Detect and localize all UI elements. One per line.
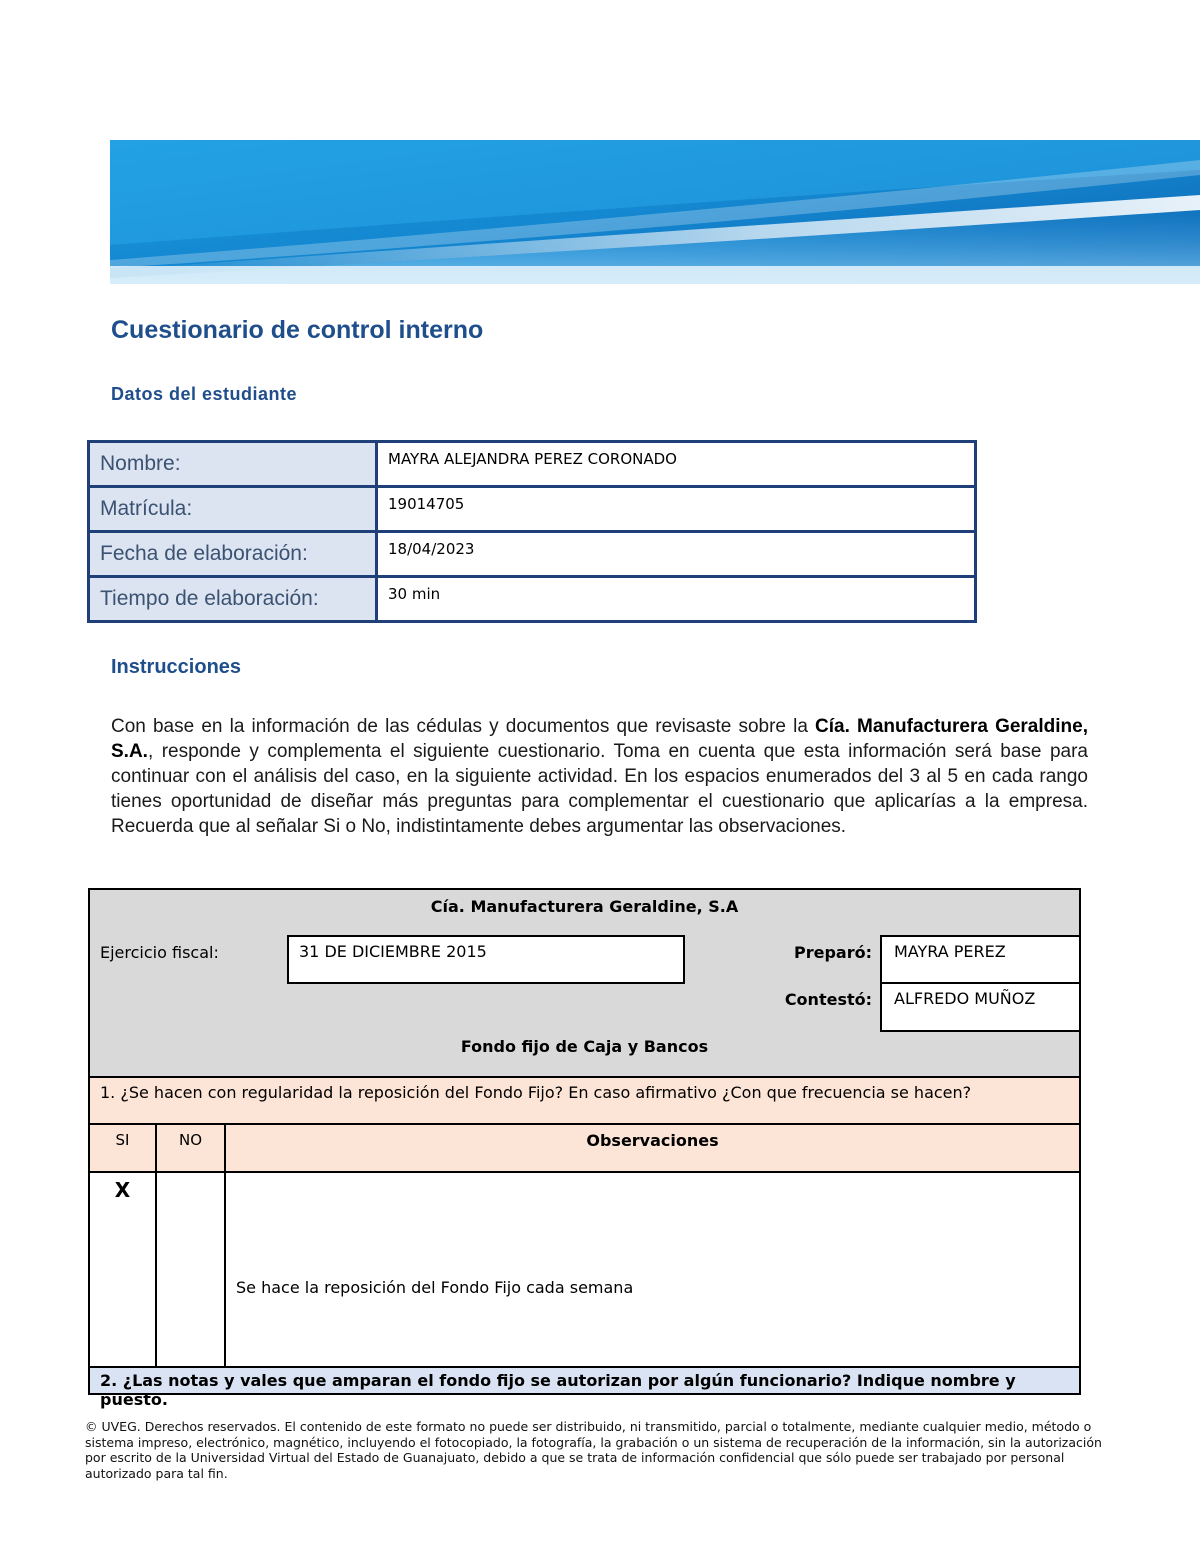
section-heading-instructions: Instrucciones [111, 656, 242, 678]
fiscal-year-value: 31 DE DICIEMBRE 2015 [299, 942, 487, 961]
company-heading: Cía. Manufacturera Geraldine, S.A [430, 897, 739, 916]
col-si-header: SI [115, 1131, 130, 1149]
student-row-date [89, 532, 976, 577]
answer-no-cell[interactable] [157, 1173, 224, 1366]
time-label: Tiempo de elaboración: [89, 577, 377, 622]
fiscal-year-field[interactable] [287, 935, 685, 984]
questionnaire-table [88, 888, 1081, 1409]
name-value[interactable]: MAYRA ALEJANDRA PEREZ CORONADO [377, 442, 976, 487]
column-divider [224, 1123, 226, 1368]
question-2: 2. ¿Las notas y vales que amparan el fondo fijo se autorizan por algún funcionario? Indique nombre y puesto. [90, 1368, 1079, 1393]
col-observations-header: Observaciones [586, 1131, 719, 1150]
prepared-field[interactable] [880, 935, 1081, 984]
section-heading-student: Datos del estudiante [111, 384, 298, 404]
question-1: 1. ¿Se hacen con regularidad la reposición del Fondo Fijo? En caso afirmativo ¿Con que frecuencia se hacen? [90, 1078, 1079, 1124]
id-label: Matrícula: [89, 487, 377, 532]
instructions-text-after: , responde y complementa el siguiente cuestionario. Toma en cuenta que esta información será base para continuar con el análisis del caso, en la siguiente actividad. En los espacios enumerados del 3 al 5 en cada rango tienes oportunidad de diseñar más preguntas para complementar el cuestionario que aplicarías a la empresa. Recuerda que al señalar Si o No, indistintamente debes argumentar las observaciones. [111, 741, 1088, 837]
instructions-text-before: Con base en la información de las cédulas y documentos que revisaste sobre la [111, 716, 816, 737]
student-row-name [89, 442, 976, 487]
student-row-id [89, 487, 976, 532]
col-no-header: NO [178, 1131, 203, 1149]
id-value[interactable]: 19014705 [377, 487, 976, 532]
time-value[interactable]: 30 min [377, 577, 976, 622]
observation-1[interactable]: Se hace la reposición del Fondo Fijo cada semana [236, 1278, 634, 1297]
fiscal-year-label: Ejercicio fiscal: [100, 943, 219, 962]
answer-si-mark[interactable]: X [114, 1178, 131, 1202]
student-row-time [89, 577, 976, 622]
date-value[interactable]: 18/04/2023 [377, 532, 976, 577]
header-banner [110, 140, 1200, 284]
student-info-table [87, 440, 977, 623]
row-divider [90, 1171, 1079, 1173]
page-title: Cuestionario de control interno [111, 316, 484, 344]
answered-label: Contestó: [784, 990, 872, 1009]
answered-field[interactable] [880, 982, 1081, 1032]
column-divider [155, 1123, 157, 1368]
prepared-label: Preparó: [794, 943, 872, 962]
prepared-value: MAYRA PEREZ [894, 942, 1006, 961]
section-fondo-fijo: Fondo fijo de Caja y Bancos [460, 1037, 709, 1056]
instructions-paragraph [111, 714, 1088, 839]
name-label: Nombre: [89, 442, 377, 487]
answered-value: ALFREDO MUÑOZ [894, 989, 1036, 1008]
copyright-footer: © UVEG. Derechos reservados. El contenido de este formato no puede ser distribuido, ni transmitido, parcial o totalmente, mediante cualquier medio, método o sistema impreso, electrónico, magnético, incluyendo el fotocopiado, la fotografía, la grabación o un sistema de recuperación de la información, sin la autorización por escrito de la Universidad Virtual del Estado de Guanajuato, debido a que se trata de información confidencial que sólo puede ser trabajado por personal autorizado para tal fin. [85, 1419, 1102, 1481]
date-label: Fecha de elaboración: [89, 532, 377, 577]
company-name-bold: Cía. Manufacturera Geraldine, S.A. [111, 716, 1088, 762]
